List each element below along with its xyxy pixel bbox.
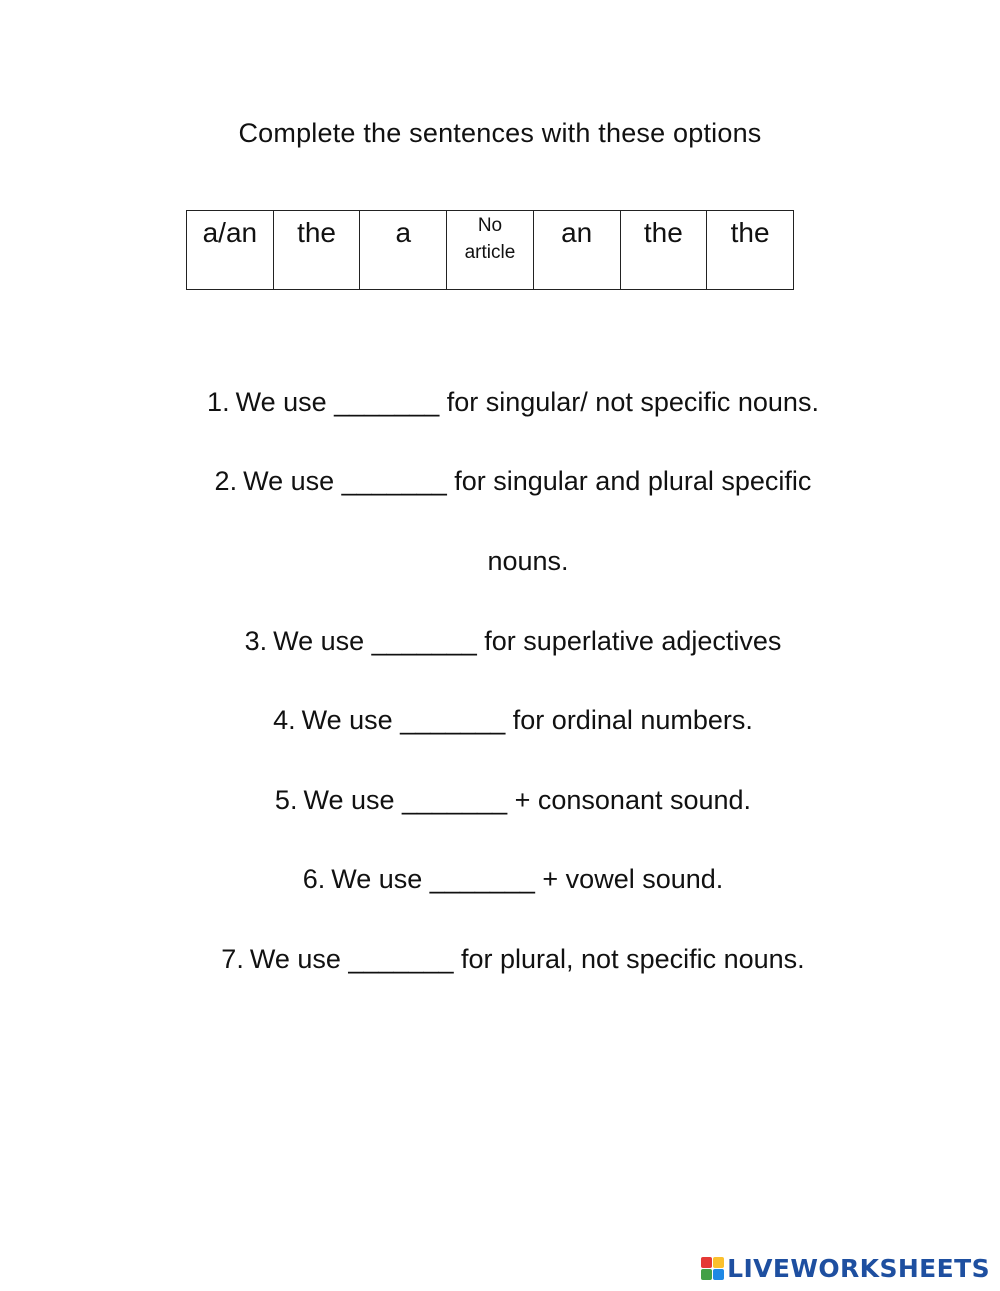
sentence-2-continued (0, 546, 1000, 577)
options-table (186, 210, 794, 290)
sentence-2 (0, 466, 1000, 497)
options-row (187, 211, 794, 290)
worksheet-title: Complete the sentences with these options (238, 118, 762, 148)
sentence-text: We use _______ for plural, not specific nouns. (249, 944, 805, 974)
sentence-number: 4. (273, 705, 296, 735)
sentence-1 (0, 387, 1000, 418)
option-cell: the (273, 211, 360, 290)
sentence-text: We use _______ for singular and plural specific (243, 466, 812, 496)
sentence-text: We use _______ for ordinal numbers. (301, 705, 753, 735)
sentence-number: 6. (302, 864, 326, 894)
sentence-5 (0, 785, 1000, 816)
sentence-number: 3. (244, 626, 268, 656)
option-cell: the (707, 211, 794, 290)
sentence-number: 7. (221, 944, 244, 974)
logo-square (713, 1257, 724, 1268)
logo-square (701, 1269, 712, 1280)
liveworksheets-logo-icon (701, 1257, 724, 1280)
sentence-4 (0, 705, 1000, 736)
option-cell: No article (447, 211, 534, 290)
sentence-number: 2. (214, 466, 238, 496)
option-cell: an (533, 211, 620, 290)
sentence-3 (0, 626, 1000, 657)
option-cell: a/an (187, 211, 274, 290)
logo-square (713, 1269, 724, 1280)
sentence-number: 1. (207, 387, 230, 417)
option-cell: the (620, 211, 707, 290)
logo-square (701, 1257, 712, 1268)
sentence-6 (0, 864, 1000, 895)
option-cell: a (360, 211, 447, 290)
sentence-text: We use _______ + consonant sound. (303, 785, 752, 815)
logo-brand-text: LIVEWORKSHEETS (727, 1254, 990, 1283)
sentence-text: We use _______ for superlative adjectives (273, 626, 782, 656)
sentence-7 (0, 944, 1000, 975)
sentence-text: We use _______ for singular/ not specific nouns. (235, 387, 819, 417)
sentence-text: We use _______ + vowel sound. (331, 864, 724, 894)
sentence-text: nouns. (487, 546, 569, 576)
liveworksheets-logo (701, 1254, 990, 1283)
sentence-number: 5. (274, 785, 298, 815)
